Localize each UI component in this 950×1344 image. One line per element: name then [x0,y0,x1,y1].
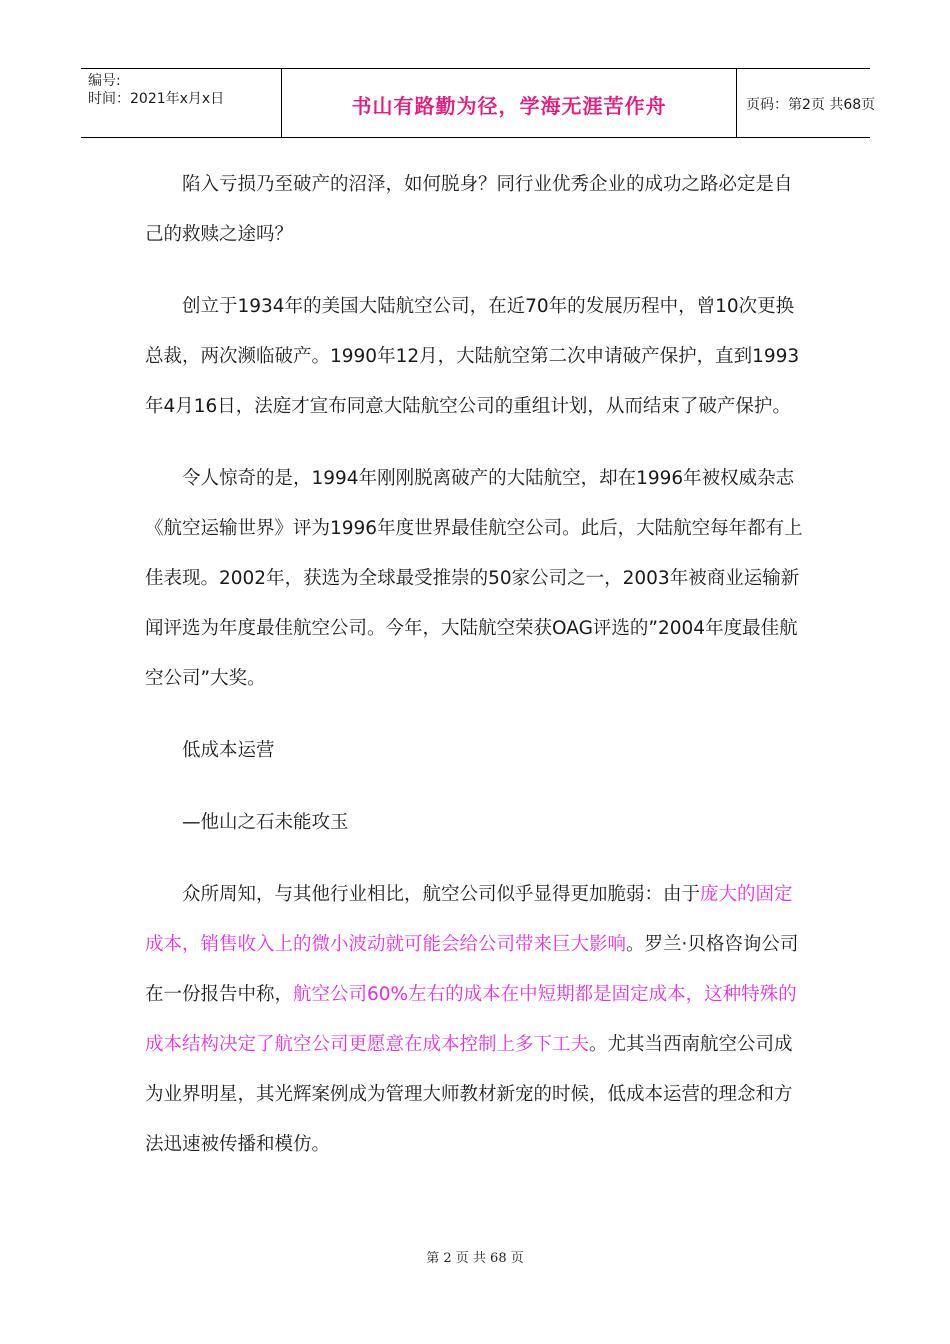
paragraph-text: 。罗兰·贝格咨询公司在一份报告中称， [145,934,799,1005]
section-subheading [145,798,810,848]
time-label: 时间：2021年x月x日 [88,91,225,107]
motto-text: 书山有路勤为径，学海无涯苦作舟 [351,94,667,118]
header-motto-cell [281,69,737,137]
section-heading-text: 低成本运营 [182,740,275,761]
paragraph-question [145,160,810,260]
header-info-cell [81,69,281,137]
number-label: 编号: [88,73,121,89]
section-subheading-text: —他山之石未能攻玉 [182,812,349,833]
paragraph-history [145,282,810,432]
highlight-text: 航空公司60%左右的成本在中短期都是固定成本，这种特殊的成本结构决定了航空公司更愿意在成本控制上多下工夫 [145,984,797,1055]
footer-page-number: 第 2 页 共 68 页 [426,1251,524,1266]
paragraph-cost [145,870,810,1170]
paragraph-awards [145,454,810,704]
paragraph-text: 众所周知，与其他行业相比，航空公司似乎显得更加脆弱：由于 [182,884,701,905]
header-page-cell [736,69,876,137]
paragraph-text: 创立于1934年的美国大陆航空公司，在近70年的发展历程中，曾10次更换总裁，两次濒临破产。1990年12月，大陆航空第二次申请破产保护，直到1993年4月16日，法庭才宣布同意大陆航空公司的重组计划，从而结束了破产保护。 [145,296,800,417]
page-footer [0,1247,950,1266]
paragraph-text: 。尤其当西南航空公司成为业界明星，其光辉案例成为管理大师教材新宠的时候，低成本运营的理念和方法迅速被传播和模仿。 [145,1034,793,1155]
paragraph-text: 陷入亏损乃至破产的沼泽，如何脱身？同行业优秀企业的成功之路必定是自己的救赎之途吗？ [145,174,793,245]
paragraph-text: 令人惊奇的是，1994年刚刚脱离破产的大陆航空，却在1996年被权威杂志《航空运输世界》评为1996年度世界最佳航空公司。此后，大陆航空每年都有上佳表现。2002年，获选为全球最受推崇的50家公司之一，2003年被商业运输新闻评选为年度最佳航空公司。今年，大陆航空荣获OAG评选的”2004年度最佳航空公司”大奖。 [145,468,803,689]
page-code: 页码：第2页 共68页 [746,97,876,113]
highlight-text: 庞大的固定成本，销售收入上的微小波动就可能会给公司带来巨大影响 [145,884,793,955]
document-header [81,68,876,138]
section-heading [145,726,810,776]
document-body [145,160,810,1170]
